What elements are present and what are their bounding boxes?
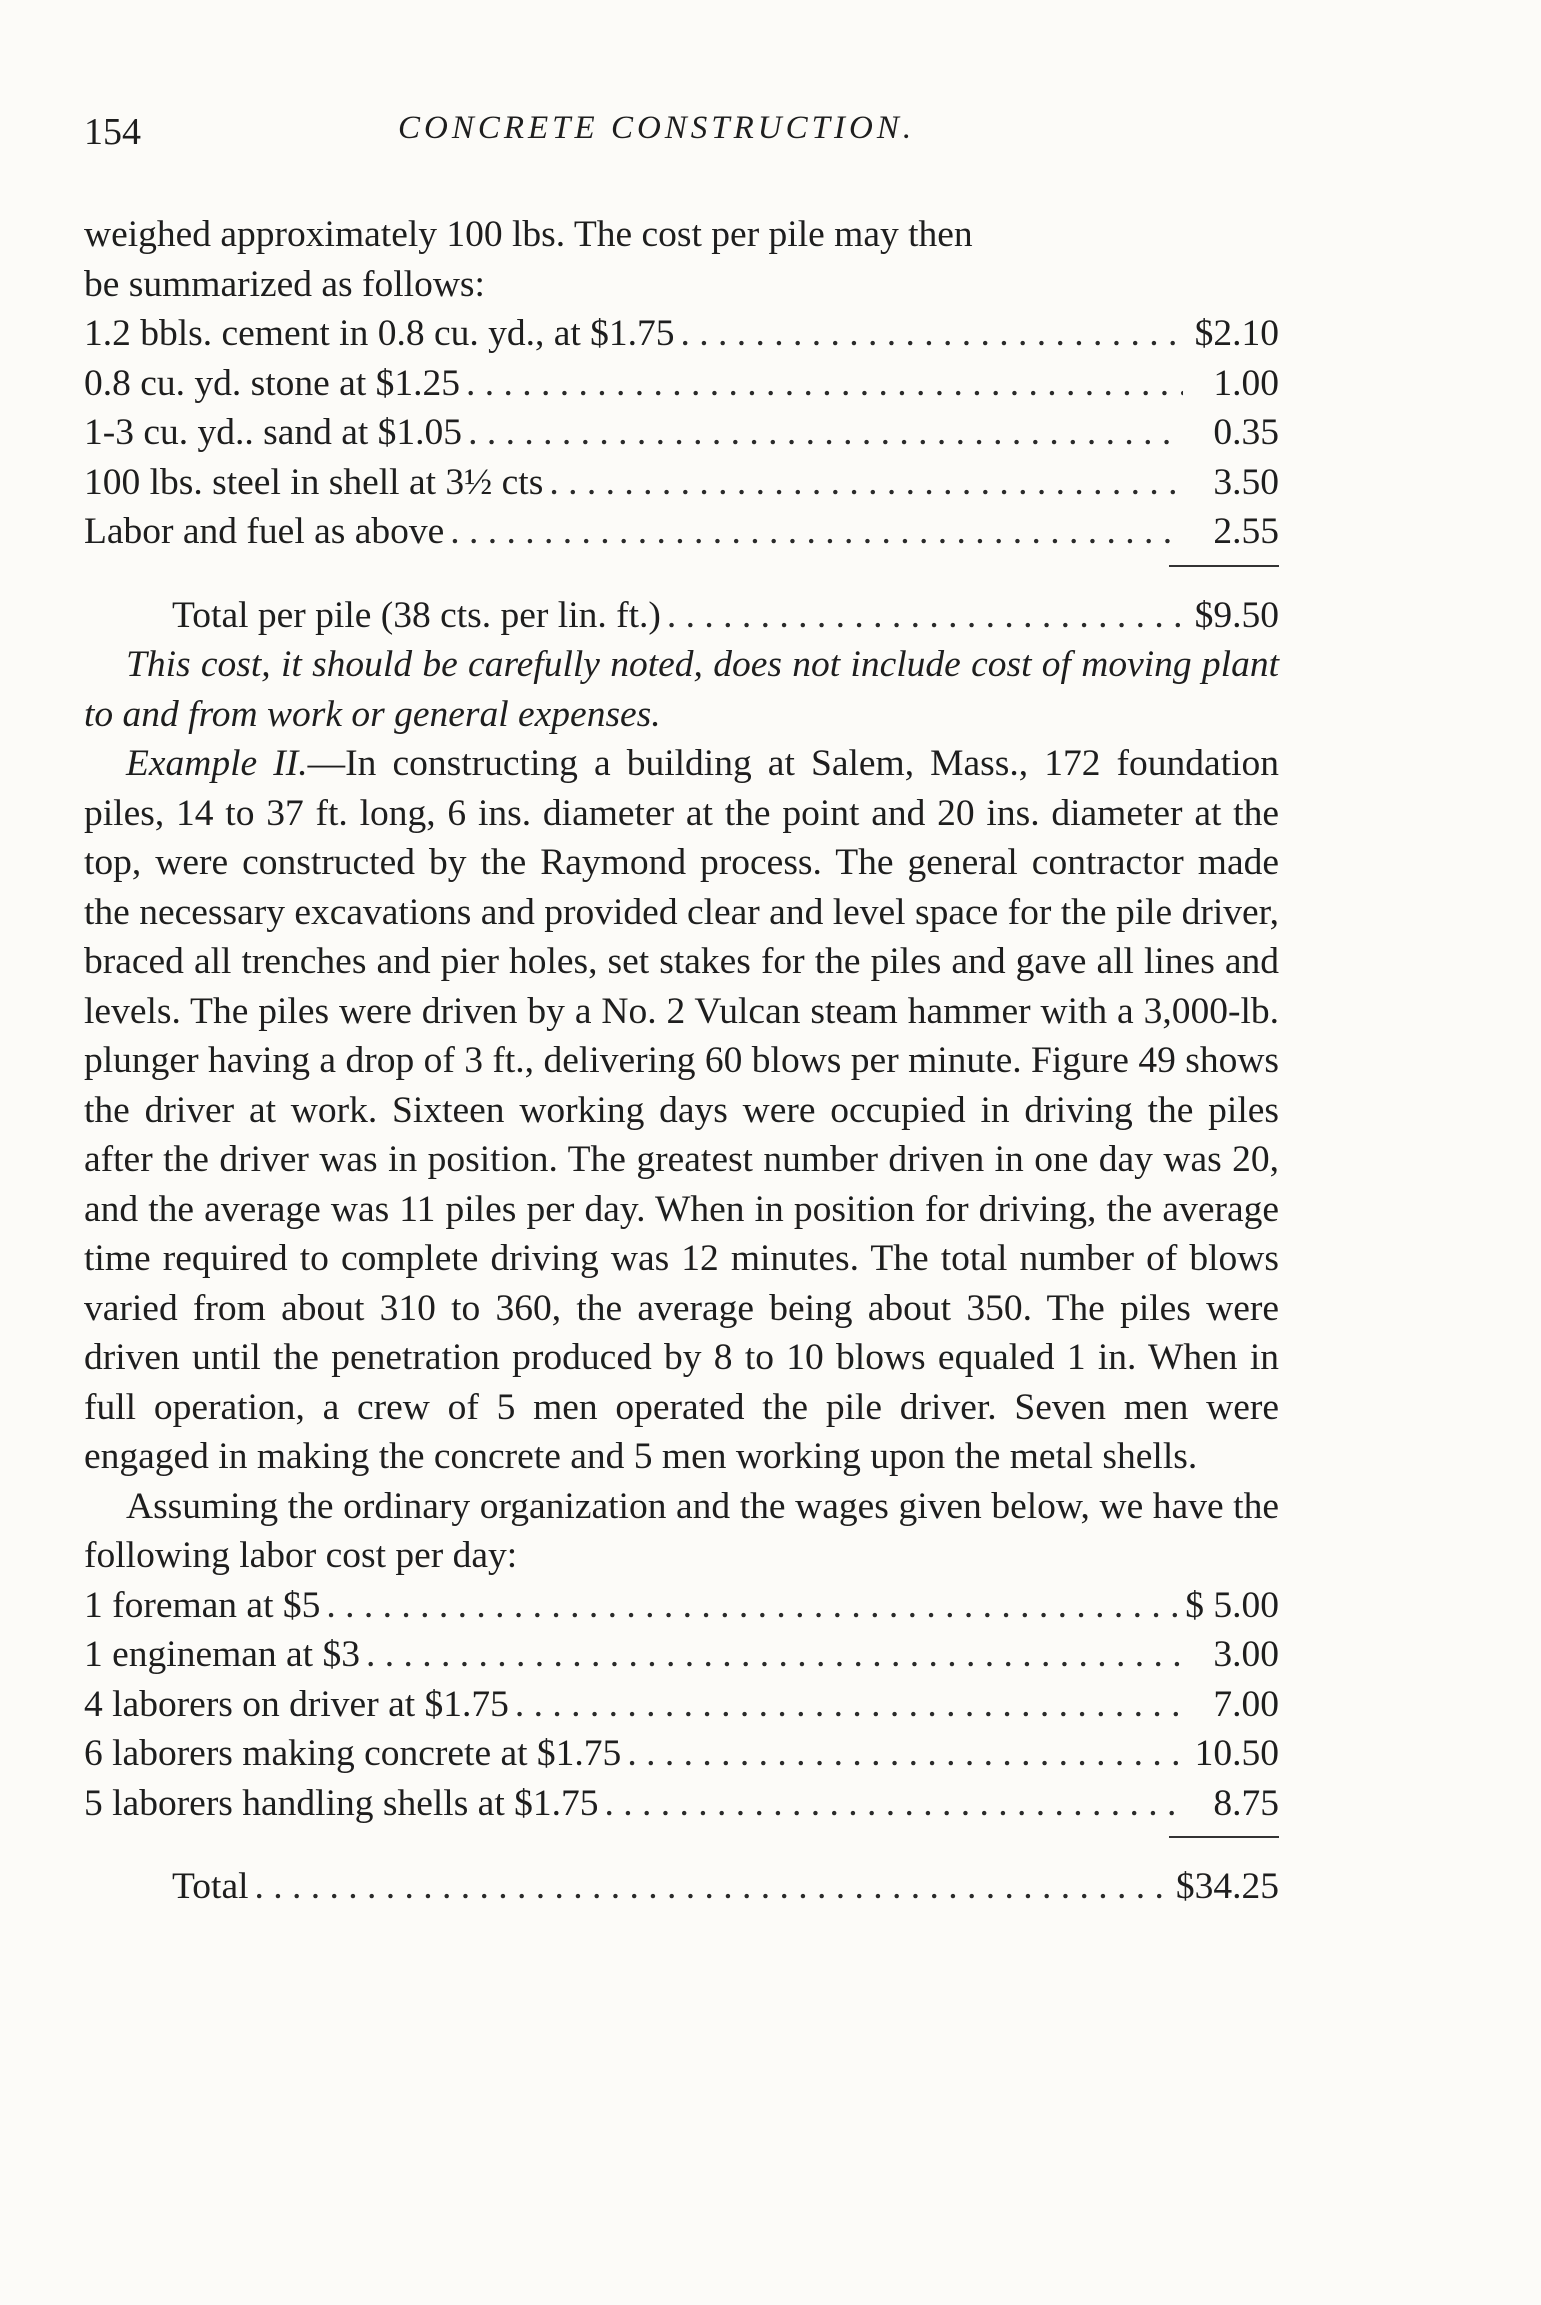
intro-line-1: weighed approximately 100 lbs. The cost per pile may then	[84, 214, 973, 255]
example-text: —In constructing a building at Salem, Mass., 172 foundation piles, 14 to 37 ft. long, 6 ins. diameter at the point and 20 ins. diameter at the top, were constructed by the Raymond process. The general contractor made the necessary excavations and provided clear and level space for the pile driver, braced all trenches and pier holes, set stakes for the piles and gave all lines and levels. The piles were driven by a No. 2 Vulcan steam hammer with a 3,000-lb. plunger having a drop of 3 ft., delivering 60 blows per minute. Figure 49 shows the driver at work. Sixteen working days were occupied in driving the piles after the driver was in position. The greatest number driven in one day was 20, and the average was 11 piles per day. When in position for driving, the average time required to complete driving was 12 minutes. The total number of blows varied from about 310 to 360, the average being about 350. The piles were driven until the penetration produced by 8 to 10 blows equaled 1 in. When in full operation, a crew of 5 men operated the pile driver. Seven men were engaged in making the concrete and 5 men working upon the metal shells.	[84, 743, 1280, 1477]
leader-dots	[627, 1729, 1183, 1779]
labor-table	[84, 1581, 1279, 1912]
cost-label: 1-3 cu. yd.. sand at $1.05	[84, 412, 463, 453]
sum-rule	[84, 557, 1279, 581]
labor-label: 5 laborers handling shells at $1.75	[84, 1782, 599, 1824]
leader-dots	[366, 1630, 1183, 1680]
cost-amount: 0.35	[1213, 412, 1279, 453]
labor-total-amount: $34.25	[1175, 1866, 1279, 1907]
running-title: CONCRETE CONSTRUCTION.	[398, 110, 916, 146]
page-body	[84, 210, 1279, 1912]
intro-line-2: be summarized as follows:	[84, 263, 485, 305]
cost-label: 1.2 bbls. cement in 0.8 cu. yd., at $1.75	[84, 313, 675, 354]
cost-amount: 1.00	[1213, 362, 1279, 404]
leader-dots	[468, 408, 1183, 458]
leader-dots	[515, 1680, 1183, 1730]
cost-label: Labor and fuel as above	[84, 511, 445, 552]
labor-label: 4 laborers on driver at $1.75	[84, 1683, 509, 1725]
leader-dots	[667, 591, 1183, 641]
labor-amount: $ 5.00	[1185, 1584, 1279, 1626]
labor-row	[84, 1630, 1279, 1680]
cost-table	[84, 309, 1279, 640]
labor-row	[84, 1680, 1279, 1730]
leader-dots	[255, 1862, 1170, 1912]
labor-total-row	[84, 1862, 1279, 1912]
leader-dots	[450, 507, 1183, 557]
sum-rule-line	[1169, 1836, 1279, 1838]
page-number: 154	[84, 111, 141, 153]
cost-amount: $2.10	[1194, 313, 1279, 354]
labor-row	[84, 1729, 1279, 1779]
example-heading: Example II.	[126, 743, 308, 784]
labor-label: 6 laborers making concrete at $1.75	[84, 1733, 622, 1774]
cost-amount: 3.50	[1213, 461, 1279, 503]
cost-label: 100 lbs. steel in shell at 3½ cts	[84, 461, 544, 503]
cost-total-amount: $9.50	[1194, 594, 1279, 636]
labor-label: 1 foreman at $5	[84, 1584, 321, 1626]
labor-amount: 8.75	[1213, 1782, 1279, 1824]
cost-row	[84, 507, 1279, 557]
labor-amount: 3.00	[1213, 1634, 1279, 1675]
cost-amount: 2.55	[1213, 511, 1279, 552]
cost-total-row	[84, 591, 1279, 641]
labor-row	[84, 1779, 1279, 1829]
labor-total-label: Total	[172, 1866, 249, 1907]
sum-rule	[84, 1828, 1279, 1852]
example-paragraph	[84, 739, 1279, 1482]
leader-dots	[466, 359, 1183, 409]
labor-label: 1 engineman at $3	[84, 1634, 360, 1675]
labor-amount: 10.50	[1194, 1733, 1279, 1774]
cost-total-label: Total per pile (38 cts. per lin. ft.)	[172, 594, 661, 636]
leader-dots	[605, 1779, 1184, 1829]
labor-intro: Assuming the ordinary organization and the wages given below, we have the following labor cost per day:	[84, 1485, 1279, 1576]
leader-dots	[326, 1581, 1179, 1631]
cost-row	[84, 309, 1279, 359]
cost-label: 0.8 cu. yd. stone at $1.25	[84, 362, 460, 404]
labor-amount: 7.00	[1213, 1683, 1279, 1725]
cost-row	[84, 408, 1279, 458]
labor-row	[84, 1581, 1279, 1631]
leader-dots	[549, 458, 1183, 508]
cost-note: This cost, it should be carefully noted, does not include cost of moving plant to and from work or general expenses.	[84, 644, 1279, 735]
sum-rule-line	[1169, 565, 1279, 567]
cost-row	[84, 359, 1279, 409]
cost-row	[84, 458, 1279, 508]
leader-dots	[681, 309, 1183, 359]
